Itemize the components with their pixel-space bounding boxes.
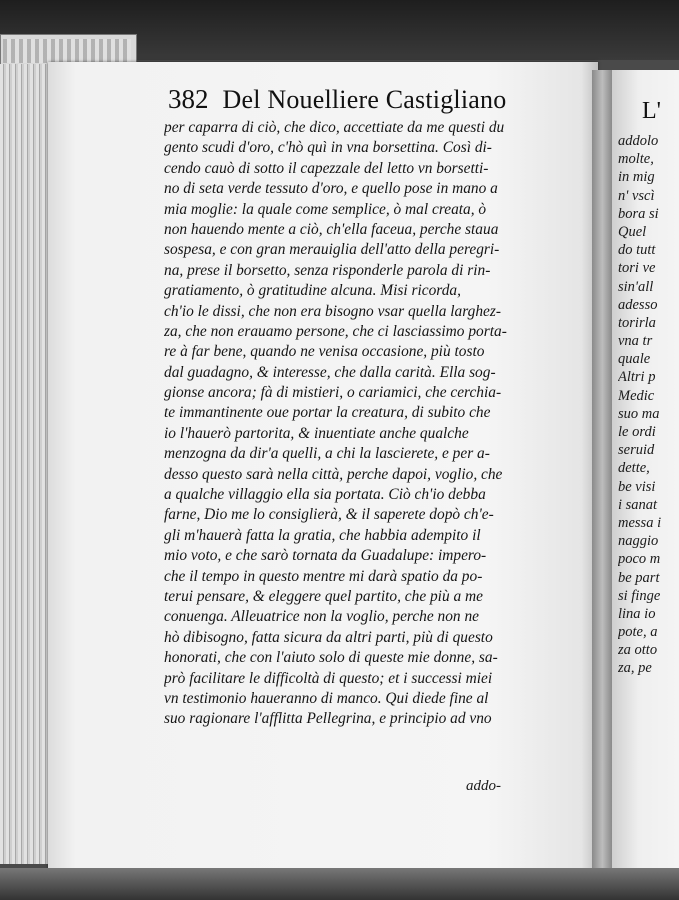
- body-text: [164, 118, 549, 730]
- text-line: conuenga. Alleuatrice non la voglio, perche non ne: [164, 608, 480, 626]
- right-text-line: sin'all: [618, 278, 654, 295]
- text-line: re à far bene, quando ne venisa occasione, più tosto: [164, 343, 485, 361]
- text-line: io l'hauerò partorita, & inuentiate anche qualche: [164, 424, 469, 442]
- right-text-line: n' vscì: [618, 187, 655, 204]
- text-line: ch'io le dissi, che non era bisogno vsar quella larghez-: [164, 302, 502, 320]
- text-line: desso questo sarà nella città, perche dapoi, voglio, che: [164, 465, 503, 483]
- right-page: [612, 70, 679, 880]
- text-line: na, prese il borsetto, senza risponderle parola di rin-: [164, 261, 491, 279]
- right-text-line: dette,: [618, 460, 650, 477]
- text-line: za, che non erauamo persone, che ci lasciassimo porta-: [164, 322, 507, 340]
- right-text-line: molte,: [618, 151, 654, 168]
- right-text-line: bora si: [618, 205, 659, 222]
- text-line: suo ragionare l'afflitta Pellegrina, e principio ad vno: [164, 710, 492, 728]
- text-line: cendo cauò di sotto il capezzale del letto vn borsetti-: [164, 159, 489, 177]
- right-text-line: lina io: [618, 605, 656, 622]
- right-text-line: Altri p: [618, 369, 656, 386]
- right-text-line: Quel: [618, 223, 647, 240]
- text-line: vn testimonio haueranno di manco. Qui diede fine al: [164, 689, 489, 707]
- right-text-line: naggio: [618, 533, 659, 550]
- right-page-text: [618, 132, 679, 678]
- text-line: hò dibisogno, fatta sicura da altri parti, più di questo: [164, 628, 493, 646]
- right-text-line: Medic: [618, 387, 655, 404]
- text-line: gli m'hauerà fatta la gratia, che habbia adempito il: [164, 526, 481, 544]
- text-line: te immantinente oue portar la creatura, di subito che: [164, 404, 491, 422]
- right-text-line: seruid: [618, 442, 655, 459]
- right-page-header: L': [642, 98, 661, 124]
- text-line: gento scudi d'oro, c'hò quì in vna borsettina. Così di-: [164, 139, 492, 157]
- right-text-line: quale: [618, 351, 651, 368]
- catchword: addo-: [466, 778, 501, 794]
- right-text-line: za otto: [618, 642, 658, 659]
- text-line: mia moglie: la quale come semplice, ò mal creata, ò: [164, 200, 487, 218]
- right-text-line: in mig: [618, 169, 655, 186]
- right-text-line: suo ma: [618, 405, 660, 422]
- page-number: 382: [168, 84, 209, 114]
- right-text-line: vna tr: [618, 333, 653, 350]
- right-text-line: pote, a: [618, 624, 658, 641]
- text-line: non hauendo mente a ciò, ch'ella faceua, perche staua: [164, 220, 499, 238]
- background-bottom: [0, 868, 679, 900]
- text-line: che il tempo in questo mentre mi darà spatio da po-: [164, 567, 483, 585]
- right-text-line: addolo: [618, 133, 659, 149]
- text-line: gionse ancora; fà di mistieri, o cariamici, che cerchia-: [164, 384, 502, 402]
- right-text-line: le ordi: [618, 424, 656, 440]
- text-line: dal guadagno, & interesse, che dalla carità. Ella sog-: [164, 363, 496, 381]
- right-text-line: be visi: [618, 478, 656, 495]
- text-line: honorati, che con l'aiuto solo di queste mie donne, sa-: [164, 649, 498, 667]
- text-line: menzogna da dir'a quelli, a chi la lascierete, e per a-: [164, 445, 490, 463]
- text-line: no di seta verde tessuto d'oro, e quello pose in mano a: [164, 180, 498, 198]
- right-text-line: i sanat: [618, 496, 658, 513]
- text-line: per caparra di ciò, che dico, accettiate da me questi du: [164, 119, 505, 136]
- text-line: mio voto, e che sarò tornata da Guadalupe: impero-: [164, 547, 487, 565]
- right-text-line: adesso: [618, 296, 658, 313]
- right-text-line: messa i: [618, 514, 662, 531]
- cover-ornament: [3, 39, 131, 63]
- right-text-line: torirla: [618, 314, 656, 331]
- right-text-line: tori ve: [618, 260, 656, 277]
- text-line: gratiamento, ò gratitudine alcuna. Misi ricorda,: [164, 282, 461, 300]
- right-text-line: za, pe: [618, 660, 652, 677]
- right-text-line: poco m: [618, 551, 661, 568]
- text-line: terui pensare, & eleggere quel partito, che più a me: [164, 587, 483, 605]
- page-header: [168, 84, 568, 116]
- right-text-line: do tutt: [618, 242, 656, 259]
- text-line: farne, Dio me lo consiglierà, & il saperete dopò ch'e-: [164, 506, 494, 524]
- right-text-line: si finge: [618, 587, 661, 604]
- text-line: prò facilitare le difficoltà di questo; et i successi miei: [164, 669, 493, 687]
- right-text-line: be part: [618, 569, 660, 586]
- text-line: a qualche villaggio ella sia portata. Ciò ch'io debba: [164, 486, 486, 504]
- running-title: Del Nouelliere Castigliano: [222, 85, 507, 114]
- text-line: sospesa, e con gran merauiglia dell'atto della peregri-: [164, 241, 500, 259]
